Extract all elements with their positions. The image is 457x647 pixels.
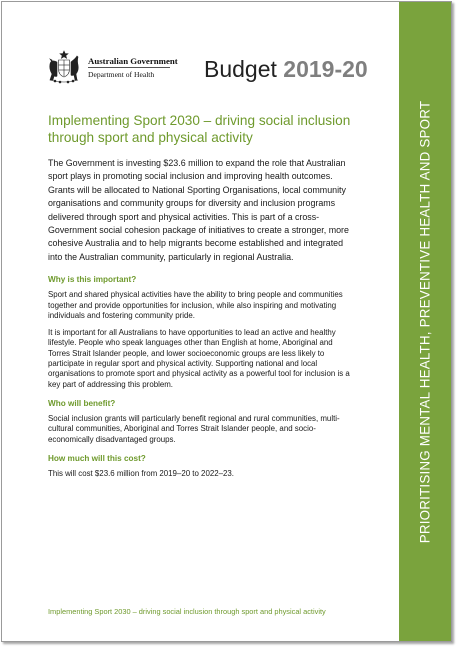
lead-paragraph: The Government is investing $23.6 million to expand the role that Australian sport plays in promoting social inclusion and improving health outcomes. Grants will be allocated to National Sporting Organisations, local community organisations and community groups for diversity and inclusion programs delivered through sport and physical activities. This is part of a cross-Government social cohesion package of initiatives to create a stronger, more cohesive Australia and to help migrants become established and integrated into the Australian community, particularly in regional Australia. bbox=[48, 158, 349, 262]
section-heading: How much will this cost? bbox=[48, 453, 146, 463]
government-name: Australian Government bbox=[88, 56, 178, 66]
coat-of-arms-icon bbox=[44, 50, 84, 84]
section-why-important bbox=[48, 275, 356, 390]
wordmark-divider bbox=[88, 67, 170, 68]
section-cost bbox=[48, 454, 356, 479]
sidebar-label: PRIORITISING MENTAL HEALTH, PREVENTIVE HEALTH AND SPORT bbox=[417, 100, 433, 543]
page-footer: Implementing Sport 2030 – driving social inclusion through sport and physical activity bbox=[48, 607, 326, 616]
budget-title bbox=[204, 56, 368, 83]
page-title: Implementing Sport 2030 – driving social inclusion through sport and physical activity bbox=[48, 113, 351, 145]
sidebar-banner bbox=[399, 2, 451, 641]
section-who-benefit bbox=[48, 399, 356, 445]
budget-word: Budget bbox=[204, 56, 277, 82]
section-paragraph: This will cost $23.6 million from 2019–20 to 2022–23. bbox=[48, 468, 234, 478]
main-content bbox=[48, 112, 356, 488]
document-page bbox=[1, 1, 452, 642]
section-paragraph: It is important for all Australians to have opportunities to lead an active and healthy lifestyle. People who speak languages other than English at home, Aboriginal and Torres Strait Islander people, and lower socioeconomic groups are less likely to participate in regular sport and physical activity. Supporting national and local organisations to promote sport and physical activity as a powerful tool for inclusion is a key part of addressing this problem. bbox=[48, 328, 350, 389]
section-paragraph: Sport and shared physical activities have the ability to bring people and communities together and provide opportunities for inclusion, while also inspiring and motivating individuals and fostering community pride. bbox=[48, 290, 343, 320]
budget-year: 2019-20 bbox=[283, 56, 368, 82]
section-heading: Who will benefit? bbox=[48, 398, 116, 408]
department-name: Department of Health bbox=[88, 70, 155, 79]
page-header bbox=[44, 50, 374, 94]
section-heading: Why is this important? bbox=[48, 275, 137, 285]
section-paragraph: Social inclusion grants will particularly benefit regional and rural communities, multi-cultural communities, Aboriginal and Torres Strait Islander people, and socio-economically disadvantaged groups. bbox=[48, 413, 340, 444]
